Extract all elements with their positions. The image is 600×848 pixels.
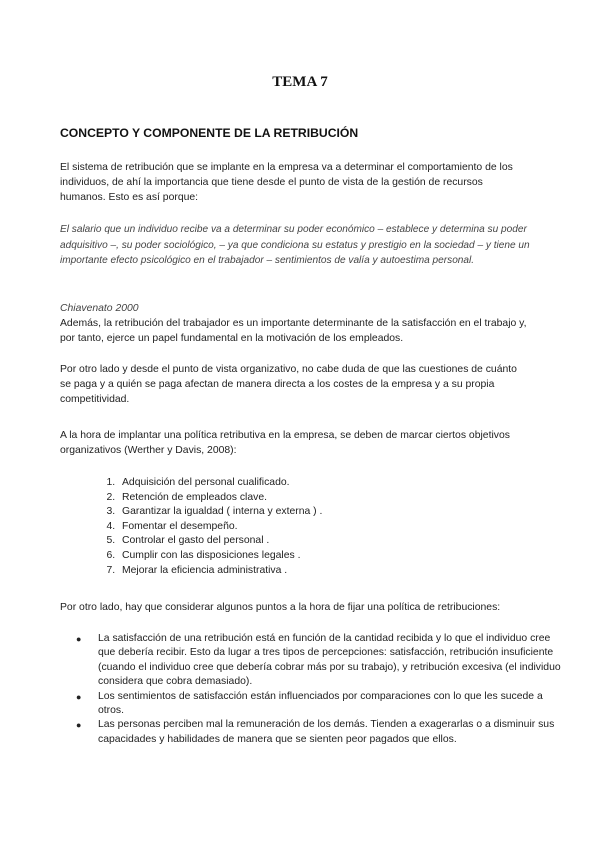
paragraph-motivation: Además, la retribución del trabajador es un importante determinante de la satisfacción en el trabajo y, por tanto, ejerce un papel fundamental en la motivación de los empleados. — [60, 318, 527, 344]
list-item: 2. Retención de empleados clave. — [118, 491, 558, 506]
list-item — [76, 718, 568, 747]
paragraph-organizational: Por otro lado y desde el punto de vista organizativo, no cabe duda de que las cuestiones de cuánto se paga y a quién se paga afectan de manera directa a los costes de la empresa y a su propia competitividad. — [60, 364, 517, 405]
list-item: 3. Garantizar la igualdad ( interna y externa ) . — [118, 505, 558, 520]
list-item: 5. Controlar el gasto del personal . — [118, 534, 558, 549]
bullet-icon: ● — [76, 720, 82, 731]
list-item — [76, 632, 568, 690]
section-heading: CONCEPTO Y COMPONENTE DE LA RETRIBUCIÓN — [60, 126, 359, 140]
quote-author: Chiavenato 2000 — [60, 303, 139, 314]
paragraph-objectives-intro: A la hora de implantar una política retributiva en la empresa, se deben de marcar ciertos objetivos organizativos (Werther y Davis, 2008): — [60, 430, 510, 456]
objectives-list — [60, 476, 558, 578]
bullet-icon: ● — [76, 691, 82, 702]
list-item — [76, 690, 568, 719]
list-item-text: La satisfacción de una retribución está en función de la cantidad recibida y lo que el individuo cree que debería recibir. Esto da lugar a tres tipos de percepciones: satisfacción, retribución insuficiente (cuando el individuo cree que debería cobrar más por su trabajo), y retribución excesiva (el individuo considera que cobra demasiado). — [98, 633, 561, 688]
topic-title: TEMA 7 — [272, 74, 328, 90]
list-item-text: Las personas perciben mal la remuneración de los demás. Tienden a exagerarlas o a disminuir sus capacidades y habilidades de manera que se sienten peor pagados que ellos. — [98, 719, 555, 745]
intro-paragraph: El sistema de retribución que se implante en la empresa va a determinar el comportamiento de los individuos, de ahí la importancia que tiene desde el punto de vista de la gestión de recursos humanos. Esto es así porque: — [60, 162, 513, 203]
points-list — [60, 632, 568, 747]
paragraph-points-intro: Por otro lado, hay que considerar algunos puntos a la hora de fijar una política de retribuciones: — [60, 602, 501, 613]
bullet-icon: ● — [76, 634, 82, 644]
list-item: 6. Cumplir con las disposiciones legales . — [118, 549, 558, 564]
list-item: 4. Fomentar el desempeño. — [118, 520, 558, 535]
list-item: 7. Mejorar la eficiencia administrativa . — [118, 564, 558, 579]
quote-paragraph: El salario que un individuo recibe va a determinar su poder económico – establece y determina su poder adquisitivo –, su poder sociológico, – ya que condiciona su estatus y prestigio en la sociedad – y tiene un importante efecto psicológico en el trabajador – sentimientos de valía y autoestima personal. — [60, 224, 530, 266]
list-item: 1. Adquisición del personal cualificado. — [118, 476, 558, 491]
list-item-text: Los sentimientos de satisfacción están influenciados por comparaciones con lo que les sucede a otros. — [98, 690, 543, 717]
